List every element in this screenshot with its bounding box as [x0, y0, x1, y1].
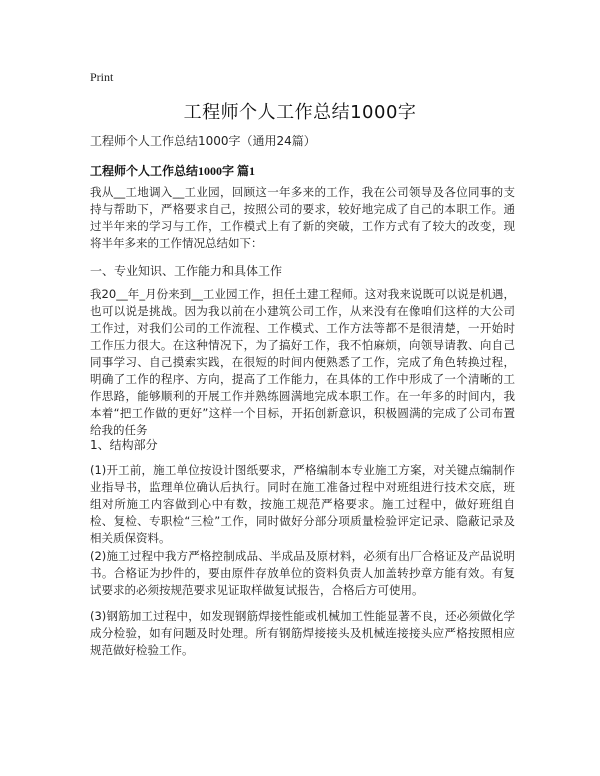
page-subtitle: 工程师个人工作总结1000字（通用24篇）	[90, 134, 316, 148]
body-paragraph: 我20__年_月份来到__工业园工作，担任土建工程师。这对我来说既可以说是机遇，也可以说是挑战。因为我以前在小建筑公司工作，从来没有在像咱们这样的大公司工作过，对我们公司的工作流程、工作模式、工作方法等都不是很清楚，一开始时工作压力很大。在这种情况下，为了搞好工作，我不怕麻烦，向领导请教、向自己同事学习、自己摸索实践，在很短的时间内便熟悉了工作，完成了角色转换过程，明确了工作的程序、方向，提高了工作能力，在具体的工作中形成了一个清晰的工作思路，能够顺利的开展工作并熟练圆满地完成本职工作。在一年多的时间内，我本着“把工作做的更好”这样一个目标，开拓创新意识，积极圆满的完成了公司布置给我的任务	[90, 287, 515, 437]
section-title: 工程师个人工作总结1000字 篇1	[90, 164, 256, 178]
heading-professional-knowledge: 一、专业知识、工作能力和具体工作	[90, 264, 283, 278]
list-item-3: (3)钢筋加工过程中，如发现钢筋焊接性能或机械加工性能显著不良，还必须做化学成分检验，如有问题及时处理。所有钢筋焊接接头及机械连接接头应严格按照相应规范做好检验工作。	[90, 609, 515, 657]
intro-paragraph: 我从__工地调入__工业园，回顾这一年多来的工作，我在公司领导及各位同事的支持与帮助下，严格要求自己，按照公司的要求，较好地完成了自己的本职工作。通过半年来的学习与工作，工作模式上有了新的突破，工作方式有了较大的改变，现将半年多来的工作情况总结如下：	[90, 185, 515, 250]
list-item-2: (2)施工过程中我方严格控制成品、半成品及原材料，必须有出厂合格证及产品说明书。合格证为抄件的，要由原件存放单位的资料负责人加盖转抄章方能有效。有复试要求的必须按规范要求见证取样做复试报告，合格后方可使用。	[90, 549, 515, 597]
heading-structure: 1、结构部分	[90, 438, 158, 452]
page-title: 工程师个人工作总结1000字	[183, 102, 417, 123]
list-item-1: (1)开工前，施工单位按设计图纸要求，严格编制本专业施工方案，对关键点编制作业指导书，监理单位确认后执行。同时在施工准备过程中对班组进行技术交底，班组对所施工内容做到心中有数，按施工规范严格要求。施工过程中，做好班组自检、复检、专职检“三检”工作，同时做好分部分项质量检验评定记录、隐蔽记录及相关质保资料。	[90, 463, 515, 545]
print-label: Print	[90, 70, 114, 84]
